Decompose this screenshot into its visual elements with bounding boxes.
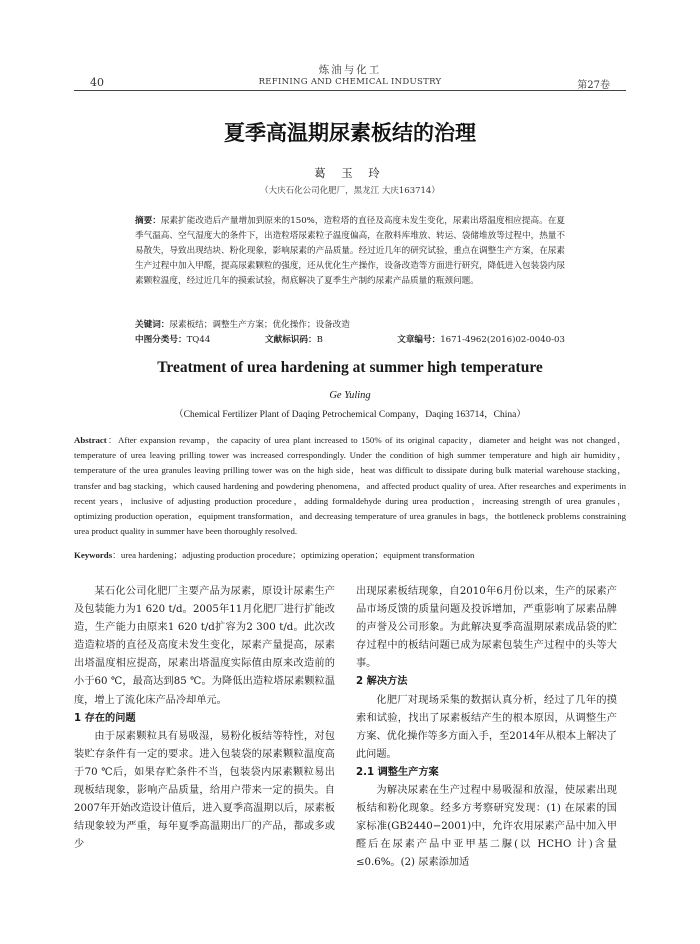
body-paragraph: 为解决尿素在生产过程中易吸湿和放湿，使尿素出现板结和粉化现象。经多方考察研究发现：(1) 在尿素的国家标准(GB2440−2001)中，允许农用尿素产品中加入甲醛后在尿素产品中亚甲基二脲(以 HCHO 计)含量≤0.6%。(2) 尿素添加适 bbox=[356, 785, 617, 869]
clc-value: TQ44 bbox=[186, 335, 211, 345]
article-number-value: 1671-4962(2016)02-0040-03 bbox=[440, 335, 565, 345]
author-en: Ge Yuling bbox=[329, 390, 371, 401]
keywords-en-label: Keywords bbox=[74, 550, 113, 560]
abstract-cn-label: 摘要： bbox=[135, 216, 161, 226]
doc-code-value: B bbox=[316, 335, 323, 345]
journal-name-cn: 炼油与化工 bbox=[318, 64, 382, 76]
article-number bbox=[395, 333, 565, 348]
body-column-right bbox=[356, 583, 617, 873]
clc-number bbox=[135, 333, 265, 348]
body-column-left bbox=[74, 583, 335, 854]
affiliation-cn: （大庆石化公司化肥厂，黑龙江 大庆163714） bbox=[260, 186, 440, 196]
header-divider bbox=[74, 90, 626, 91]
abstract-en-label: Abstract bbox=[74, 435, 107, 445]
affiliation-en: （Chemical Fertilizer Plant of Daqing Petrochemical Company，Daqing 163714，China） bbox=[174, 410, 526, 420]
abstract-en bbox=[74, 433, 626, 539]
author-cn: 葛 玉 玲 bbox=[314, 166, 386, 180]
article-number-label: 文章编号： bbox=[397, 335, 441, 345]
keywords-en bbox=[74, 548, 626, 563]
keywords-cn bbox=[135, 318, 565, 333]
article-title-en: Treatment of urea hardening at summer high temperature bbox=[157, 359, 543, 376]
keywords-cn-label: 关键词： bbox=[135, 320, 170, 330]
section-heading: 2 解决方法 bbox=[356, 676, 408, 688]
keywords-cn-text: 尿素板结；调整生产方案；优化操作；设备改造 bbox=[169, 320, 350, 330]
journal-name-en: REFINING AND CHEMICAL INDUSTRY bbox=[258, 77, 442, 87]
abstract-cn-text: 尿素扩能改造后产量增加到原来的150%，造粒塔的直径及高度未发生变化，尿素出塔温度相应提高。在夏季气温高、空气湿度大的条件下，出造粒塔尿素粒子温度偏高，在散料库堆放、转运、袋储堆放等过程中，热量不易散失，导致出现结块、粉化现象，影响尿素的产品质量。经过近几年的研究试验，重点在调整生产方案，在尿素生产过程中加入甲醛，提高尿素颗粒的强度，还从优化生产操作，设备改造等方面进行研究，降低进入包装袋内尿素颗粒温度，经过近几年的摸索试验，彻底解决了夏季生产制约尿素产品质量的瓶颈问题。 bbox=[135, 216, 565, 287]
body-paragraph: 某石化公司化肥厂主要产品为尿素，原设计尿素生产及包装能力为1 620 t/d。2005年11月化肥厂进行扩能改造，生产能力由原来1 620 t/d扩容为2 300 t/d。此次改造造粒塔的直径及高度未发生变化，尿素产量提高，尿素出塔温度相应提高，尿素出塔温度实际值由原来改造前的小于60 ℃，最高达到85 ℃。为降低出造粒塔尿素颗粒温度，增上了流化床产品冷却单元。 bbox=[74, 586, 335, 706]
abstract-cn bbox=[135, 214, 565, 289]
clc-label: 中图分类号： bbox=[135, 335, 187, 345]
section-heading: 1 存在的问题 bbox=[74, 712, 136, 724]
volume-label: 第27卷 bbox=[577, 80, 610, 91]
body-paragraph: 出现尿素板结现象，自2010年6月份以来，生产的尿素产品市场反馈的质量问题及投诉增加，严重影响了尿素品牌的声誉及公司形象。为此解决夏季高温期尿素成品袋的贮存过程中的板结问题已成为尿素包装生产过程中的头等大事。 bbox=[356, 586, 617, 670]
page-number: 40 bbox=[90, 76, 104, 89]
body-paragraph: 化肥厂对现场采集的数据认真分析，经过了几年的摸索和试验，找出了尿素板结产生的根本原因，从调整生产方案、优化操作等多方面入手，至2014年从根本上解决了此问题。 bbox=[356, 694, 617, 760]
keywords-en-text: ：urea hardening；adjusting production procedure；optimizing operation；equipment transformation bbox=[112, 550, 475, 560]
doc-code-label: 文献标识码： bbox=[265, 335, 317, 345]
article-title-cn: 夏季高温期尿素板结的治理 bbox=[224, 121, 476, 145]
abstract-en-text: ：After expansion revamp，the capacity of urea plant increased to 150% of its original capacity，diameter and height was not changed，temperature of urea leaving prilling tower was increased correspondingly. Under the condition of high summer temperature and high air humidity，temperature of the urea granules leaving prilling tower was on the high side，heat was difficult to dissipate during bulk material warehouse stacking，transfer and bag stacking，which caused hardening and powdering phenomena，and affected product quality of urea. After researches and experiments in recent years，inclusive of adjusting production procedure，adding formaldehyde during urea production，increasing strength of urea granules，optimizing production operation，equipment transformation，and decreasing temperature of urea granules in bags，the bottleneck problems constraining urea product quality in summer have been thoroughly resolved. bbox=[74, 435, 626, 537]
subsection-heading: 2.1 调整生产方案 bbox=[356, 766, 439, 778]
body-paragraph: 由于尿素颗粒具有易吸湿，易粉化板结等特性，对包装贮存条件有一定的要求。进入包装袋的尿素颗粒温度高于70 ℃后，如果存贮条件不当，包装袋内尿素颗粒易出现板结现象，影响产品质量，给用户带来一定的损失。自2007年开始改造设计值后，进入夏季高温期以后，尿素板结现象较为严重，每年夏季高温期出厂的产品，都或多或少 bbox=[74, 730, 335, 851]
classification-row bbox=[135, 333, 565, 348]
document-code bbox=[265, 333, 395, 348]
